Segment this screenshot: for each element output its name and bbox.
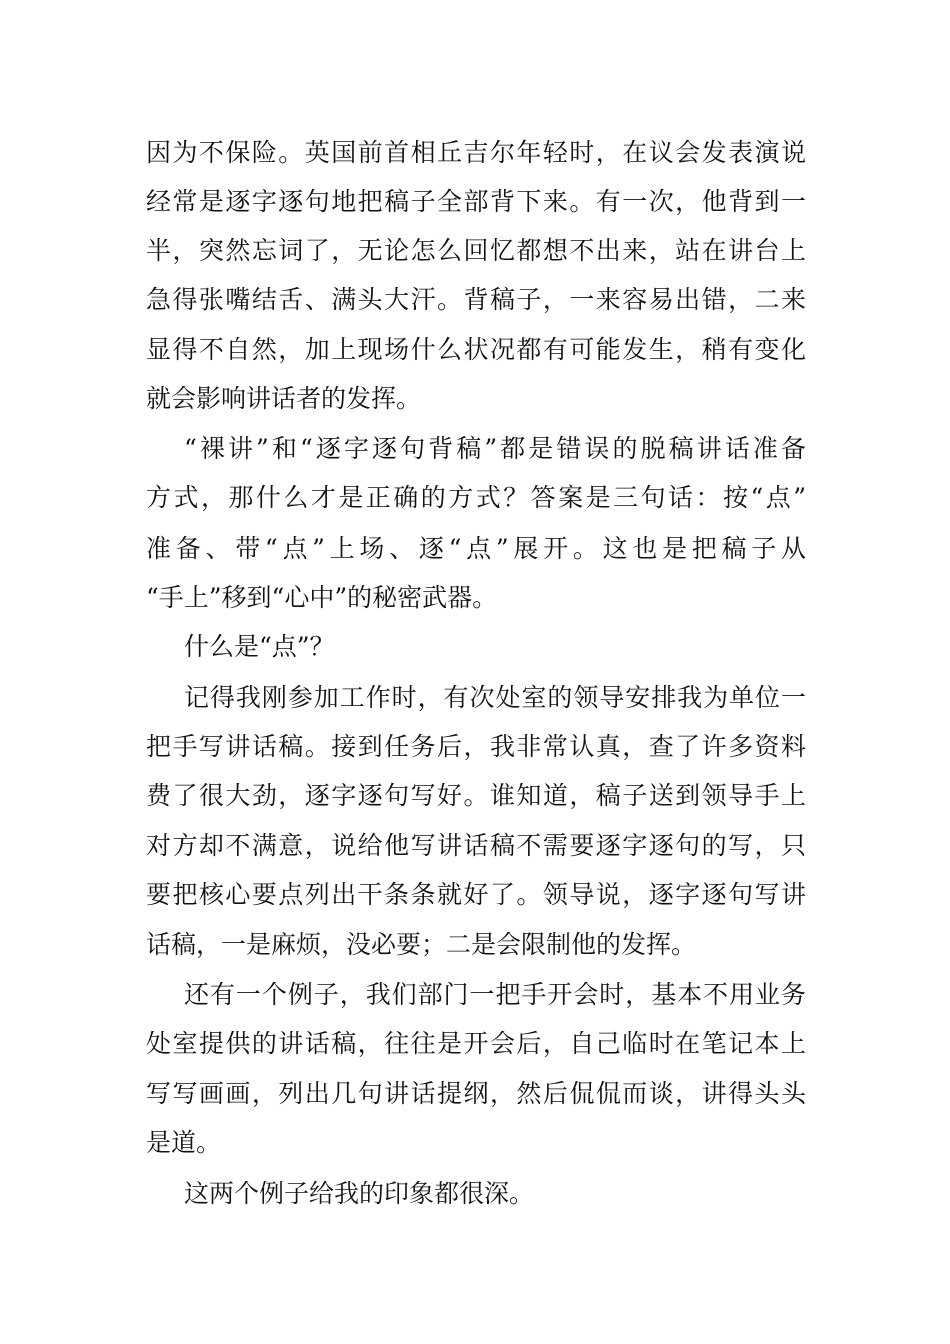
text-line: 半，突然忘词了，无论怎么回忆都想不出来，站在讲台上 (146, 236, 806, 265)
paragraph-first-line: “裸讲”和“逐字逐句背稿”都是错误的脱稿讲话准备 (184, 434, 806, 463)
text-line: 方式，那什么才是正确的方式？答案是三句话：按“点” (146, 483, 806, 512)
text-line: 对方却不满意，说给他写讲话稿不需要逐字逐句的写，只 (146, 831, 806, 860)
text-line: 因为不保险。英国前首相丘吉尔年轻时，在议会发表演说 (146, 138, 806, 167)
text-line: 要把核心要点列出干条条就好了。领导说，逐字逐句写讲 (146, 880, 806, 909)
text-line: “手上”移到“心中”的秘密武器。 (146, 583, 498, 612)
text-line: 处室提供的讲话稿，往往是开会后，自己临时在笔记本上 (146, 1029, 806, 1058)
text-line: 把手写讲话稿。接到任务后，我非常认真，查了许多资料 (146, 732, 806, 761)
text-line: 话稿，一是麻烦，没必要；二是会限制他的发挥。 (146, 930, 697, 959)
section-question: 什么是“点”？ (184, 632, 335, 661)
text-line: 费了很大劲，逐字逐句写好。谁知道，稿子送到领导手上 (146, 781, 806, 810)
text-line: 显得不自然，加上现场什么状况都有可能发生，稍有变化 (146, 335, 806, 364)
text-line: 写写画画，列出几句讲话提纲，然后侃侃而谈，讲得头头 (146, 1079, 806, 1108)
paragraph-first-line: 记得我刚参加工作时，有次处室的领导安排我为单位一 (184, 683, 806, 712)
text-line: 准备、带“点”上场、逐“点”展开。这也是把稿子从 (146, 534, 806, 563)
text-line: 就会影响讲话者的发挥。 (146, 384, 422, 413)
text-line: 经常是逐字逐句地把稿子全部背下来。有一次，他背到一 (146, 187, 806, 216)
paragraph-first-line: 这两个例子给我的印象都很深。 (184, 1179, 535, 1208)
text-line: 急得张嘴结舌、满头大汗。背稿子，一来容易出错，二来 (146, 285, 806, 314)
text-line: 是道。 (146, 1128, 222, 1157)
paragraph-first-line: 还有一个例子，我们部门一把手开会时，基本不用业务 (184, 980, 806, 1009)
